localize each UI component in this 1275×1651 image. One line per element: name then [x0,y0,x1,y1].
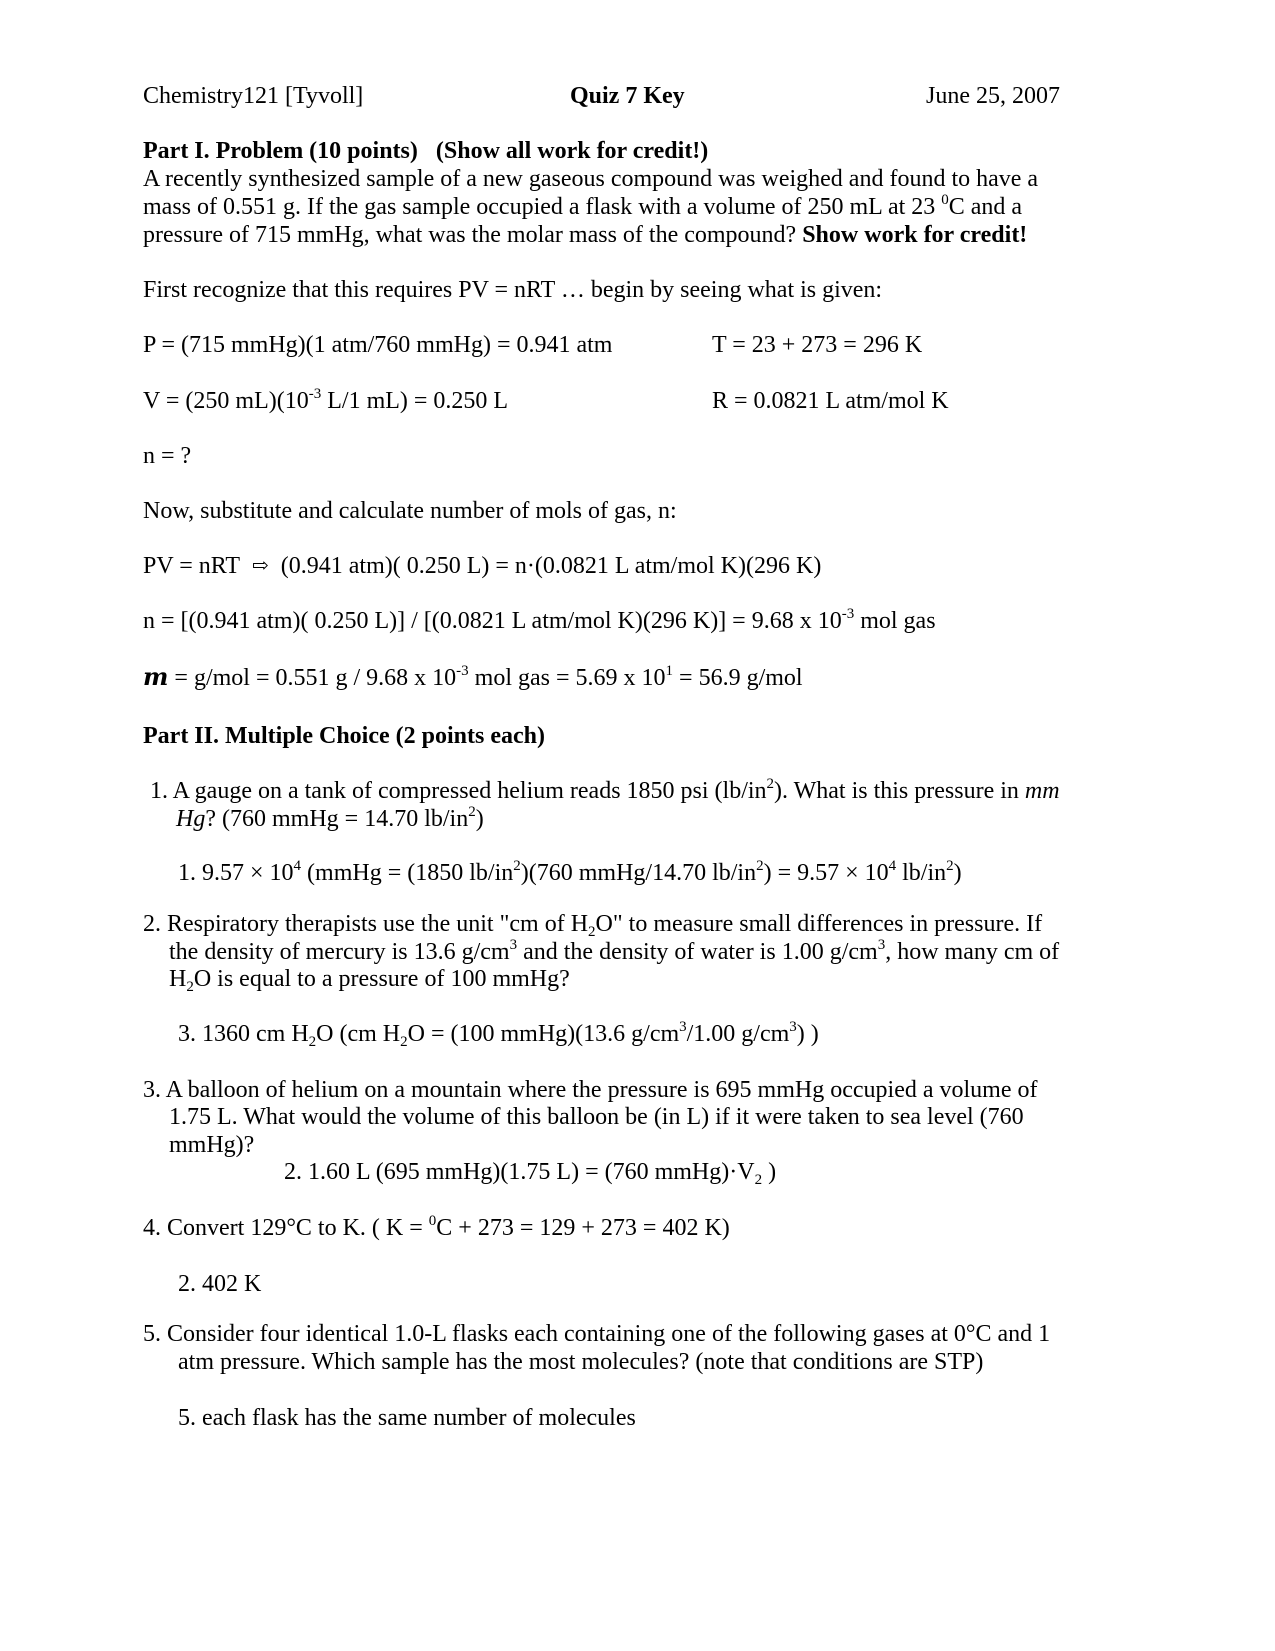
part2-heading: Part II. Multiple Choice (2 points each) [143,723,545,749]
right-arrow-icon: ⇨ [252,555,269,577]
q2-line-1: 2. Respiratory therapists use the unit "cm of $H_2O$" to measure small differences in pressure. If [143,911,1043,940]
q2-answer: 3. 1360 cm $H_2O$ (cm $H_2O = (100$ mmHg)(13.6 $g/cm^3/1.00$ $g/cm^3$) ) [178,1019,819,1050]
course-label: Chemistry121 [Tyvoll] [143,83,364,109]
q4-line-1: 4. Convert 129°C to K. ( K = $^0$C + 273 = 129 + 273 = 402 K) [143,1213,730,1241]
q1-line-2: Hg? (760 mmHg = 14.70 $lb/in^2$) [176,804,484,832]
q3-line-2: 1.75 L. What would the volume of this balloon be (in L) if it were taken to sea level (760 [169,1104,1024,1130]
q3-line-1: 3. A balloon of helium on a mountain where the pressure is 695 mmHg occupied a volume of [143,1077,1038,1103]
q2-line-3: $H_2O$ is equal to a pressure of 100 mmHg? [169,966,570,995]
part1-question-line-3: pressure of 715 mmHg, what was the molar mass of the compound? Show work for credit! [143,222,1028,248]
gas-constant-given: R = 0.0821 L atm/mol K [712,388,949,414]
q3-line-3: mmHg)? [169,1132,255,1158]
q1-answer: 1. $9.57 \times 10^4$ (mmHg = (1850 $lb/in^2)(760$ mmHg/14.70 $lb/in^2) = 9.57 \times 10^4$ $lb/in^2$) [178,858,962,886]
date-label: June 25, 2007 [926,83,1060,109]
page-title: Quiz 7 Key [570,83,685,109]
volume-given: V = (250 $mL)(10^{-3}$ L/1 mL) = 0.250 L [143,386,509,414]
equation-3: m = g/mol = 0.551 g / 9.68 x $10^{-3}$ mol gas = 5.69 x $10^1 = 56.9$ g/mol [143,662,803,691]
part1-question-line-1: A recently synthesized sample of a new gaseous compound was weighed and found to have a [143,166,1039,192]
q5-line-2: atm pressure. Which sample has the most molecules? (note that conditions are STP) [178,1349,984,1375]
temperature-given: T = 23 + 273 = 296 K [712,332,923,358]
n-unknown: n = ? [143,443,192,469]
q3-answer: 2. 1.60 L (695 mmHg)(1.75 L) = (760 $mmHg)\cdot V_2$ ) [284,1159,777,1188]
q5-line-1: 5. Consider four identical 1.0-L flasks each containing one of the following gases at 0°C and 1 [143,1321,1051,1347]
part1-intro: First recognize that this requires PV = nRT … begin by seeing what is given: [143,277,883,303]
part1-heading: Part I. Problem (10 points) [143,138,418,164]
q2-line-2: the density of mercury is 13.6 $g/cm^3$ and the density of water is 1.00 $g/cm^3$, how many cm of [169,937,1060,965]
equation-2: n = [(0.941 atm)( 0.250 L)] / [(0.0821 L atm/mol K)(296 K)] = 9.68 x $10^{-3}$ mol gas [143,606,936,634]
substitute-instruction: Now, substitute and calculate number of mols of gas, n: [143,498,677,524]
pressure-given: P = (715 mmHg)(1 atm/760 mmHg) = 0.941 atm [143,332,613,358]
molar-mass-symbol: m [143,662,169,691]
part1-question-line-2: mass of 0.551 g. If the gas sample occupied a flask with a volume of 250 mL at 23 $^0$C and a [143,192,1023,220]
part1-heading-note: (Show all work for credit!) [435,138,709,164]
q5-answer: 5. each flask has the same number of molecules [178,1405,636,1431]
equation-1: PV = nRT ⇨ (0.941 atm)( 0.250 L) = n·(0.0821 L atm/mol K)(296 K) [143,553,822,579]
part1-heading-line [143,137,708,165]
q4-answer: 2. 402 K [178,1271,262,1297]
q1-line-1: 1. A gauge on a tank of compressed helium reads 1850 psi $(lb/in^2)$. What is this pressure in mm [150,776,1060,804]
